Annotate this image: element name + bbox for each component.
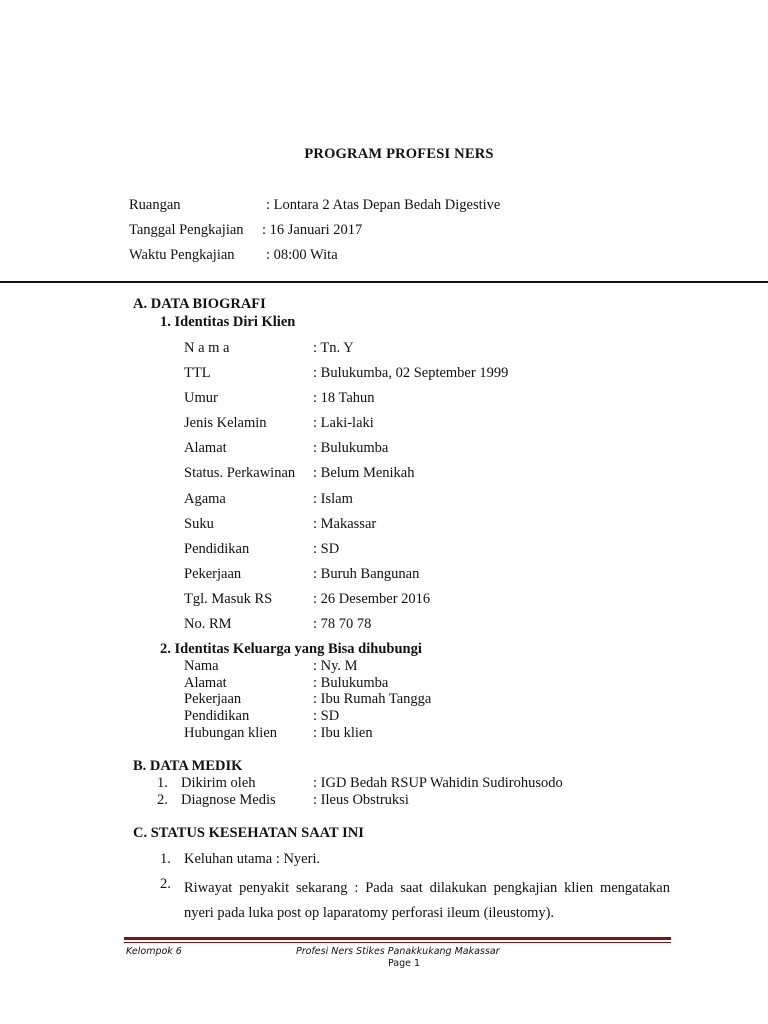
field-value-pendidikan: : SD <box>313 541 340 557</box>
footer-rule-thin <box>124 942 671 943</box>
header-label-tanggal: Tanggal Pengkajian <box>129 222 244 238</box>
family-label-alamat: Alamat <box>184 675 227 691</box>
field-label-tgl-masuk: Tgl. Masuk RS <box>184 591 273 607</box>
status-num-1: 1. <box>160 851 171 867</box>
field-value-tgl-masuk: : 26 Desember 2016 <box>313 591 431 607</box>
medik-value-diagnose: : Ileus Obstruksi <box>313 792 409 808</box>
family-value-pendidikan: : SD <box>313 708 340 724</box>
medik-label-diagnose: Diagnose Medis <box>181 792 276 808</box>
field-label-ttl: TTL <box>184 365 211 381</box>
field-value-no-rm: : 78 70 78 <box>313 616 372 632</box>
header-value-waktu: : 08:00 Wita <box>266 247 338 263</box>
family-value-alamat: : Bulukumba <box>313 675 389 691</box>
header-label-ruangan: Ruangan <box>129 197 181 213</box>
field-value-pekerjaan: : Buruh Bangunan <box>313 566 420 582</box>
field-label-pendidikan: Pendidikan <box>184 541 250 557</box>
field-value-nama: : Tn. Y <box>313 340 354 356</box>
field-label-alamat: Alamat <box>184 440 227 456</box>
field-label-umur: Umur <box>184 390 218 406</box>
section-c-heading: C. STATUS KESEHATAN SAAT INI <box>133 825 364 841</box>
field-value-ttl: : Bulukumba, 02 September 1999 <box>313 365 509 381</box>
status-keluhan-utama: Keluhan utama : Nyeri. <box>184 851 321 867</box>
field-label-status-perkawinan: Status. Perkawinan <box>184 465 296 481</box>
field-value-agama: : Islam <box>313 491 353 507</box>
medik-num-2: 2. <box>157 792 168 808</box>
family-value-pekerjaan: : Ibu Rumah Tangga <box>313 691 432 707</box>
status-num-2: 2. <box>160 876 171 892</box>
section-b-heading: B. DATA MEDIK <box>133 758 243 774</box>
family-value-hubungan: : Ibu klien <box>313 725 373 741</box>
field-value-status-perkawinan: : Belum Menikah <box>313 465 415 481</box>
family-label-hubungan: Hubungan klien <box>184 725 278 741</box>
header-divider <box>0 281 768 283</box>
field-value-alamat: : Bulukumba <box>313 440 389 456</box>
family-label-pendidikan: Pendidikan <box>184 708 250 724</box>
family-label-pekerjaan: Pekerjaan <box>184 691 242 707</box>
field-value-umur: : 18 Tahun <box>313 390 375 406</box>
field-label-jenis-kelamin: Jenis Kelamin <box>184 415 267 431</box>
section-a-heading: A. DATA BIOGRAFI <box>133 296 266 312</box>
section-a-sub1-heading: 1. Identitas Diri Klien <box>160 314 296 330</box>
section-a-sub2-heading: 2. Identitas Keluarga yang Bisa dihubungi <box>160 641 422 657</box>
medik-value-dikirim: : IGD Bedah RSUP Wahidin Sudirohusodo <box>313 775 563 791</box>
field-label-agama: Agama <box>184 491 226 507</box>
field-label-suku: Suku <box>184 516 214 532</box>
status-riwayat-penyakit: Riwayat penyakit sekarang : Pada saat dilakukan pengkajian klien mengatakan nyeri pada luka post op laparatomy perforasi ileum (ileustomy). <box>184 880 670 921</box>
header-value-tanggal: : 16 Januari 2017 <box>262 222 363 238</box>
field-label-nama: N a m a <box>184 340 230 356</box>
field-label-pekerjaan: Pekerjaan <box>184 566 242 582</box>
field-value-suku: : Makassar <box>313 516 377 532</box>
footer-page-number: Page 1 <box>388 958 421 969</box>
medik-num-1: 1. <box>157 775 168 791</box>
footer-left-text: Kelompok 6 <box>126 946 182 957</box>
header-label-waktu: Waktu Pengkajian <box>129 247 235 263</box>
page-title: PROGRAM PROFESI NERS <box>304 146 494 162</box>
footer-rule-thick <box>124 937 671 940</box>
medik-label-dikirim: Dikirim oleh <box>181 775 256 791</box>
header-value-ruangan: : Lontara 2 Atas Depan Bedah Digestive <box>266 197 501 213</box>
field-label-no-rm: No. RM <box>184 616 232 632</box>
footer-center-text: Profesi Ners Stikes Panakkukang Makassar <box>296 946 500 957</box>
field-value-jenis-kelamin: : Laki-laki <box>313 415 374 431</box>
family-value-nama: : Ny. M <box>313 658 358 674</box>
family-label-nama: Nama <box>184 658 219 674</box>
